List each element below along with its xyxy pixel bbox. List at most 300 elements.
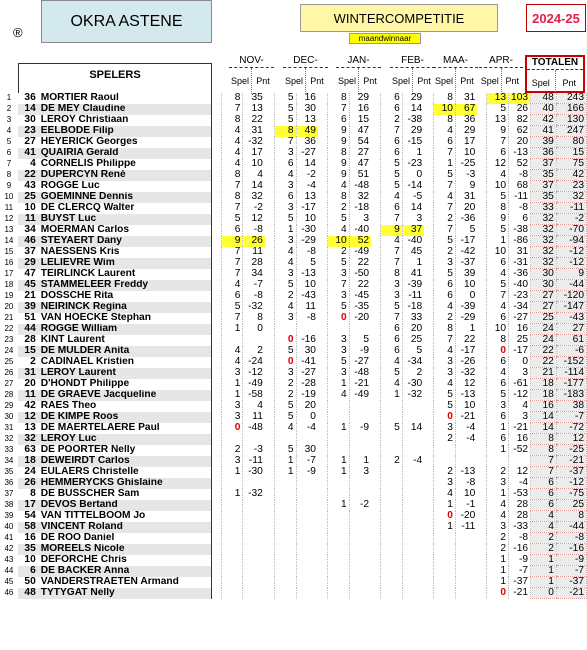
points-cell[interactable] bbox=[243, 544, 265, 555]
spacer-cell[interactable] bbox=[424, 225, 433, 236]
spacer-cell[interactable] bbox=[371, 302, 380, 313]
spacer-cell[interactable] bbox=[211, 533, 221, 544]
player-number-cell[interactable]: 24 bbox=[24, 466, 36, 478]
points-cell[interactable]: 82 bbox=[509, 115, 531, 126]
club-name-cell[interactable]: OKRA ASTENE bbox=[41, 0, 212, 43]
points-cell[interactable]: -43 bbox=[296, 291, 318, 302]
games-cell[interactable]: 8 bbox=[434, 324, 456, 335]
spacer-cell[interactable] bbox=[318, 170, 327, 181]
spacer-cell[interactable] bbox=[318, 126, 327, 137]
games-cell[interactable]: 13 bbox=[487, 93, 509, 104]
total-points-cell[interactable]: 75 bbox=[556, 159, 586, 170]
player-number-cell[interactable]: 51 bbox=[24, 312, 36, 324]
total-games-cell[interactable]: 18 bbox=[531, 390, 557, 401]
games-cell[interactable]: 2 bbox=[221, 445, 243, 456]
games-cell[interactable]: 1 bbox=[327, 379, 349, 390]
games-cell[interactable]: 3 bbox=[221, 401, 243, 412]
games-cell[interactable]: 3 bbox=[221, 368, 243, 379]
total-games-cell[interactable]: 27 bbox=[531, 302, 557, 313]
points-cell[interactable]: 10 bbox=[455, 401, 477, 412]
player-name-cell[interactable]: LEROY Laurent bbox=[38, 368, 212, 379]
spacer-cell[interactable] bbox=[371, 478, 380, 489]
total-points-cell[interactable]: 166 bbox=[556, 104, 586, 115]
spacer-cell[interactable] bbox=[477, 379, 486, 390]
total-games-cell[interactable]: 2 bbox=[531, 544, 557, 555]
spacer-cell[interactable] bbox=[477, 324, 486, 335]
points-cell[interactable]: 11 bbox=[243, 412, 265, 423]
player-name-cell[interactable]: DUPERCYN René bbox=[38, 170, 212, 181]
total-games-cell[interactable]: 36 bbox=[531, 148, 557, 159]
player-number-cell[interactable]: 10 bbox=[24, 554, 36, 566]
points-cell[interactable]: 1 bbox=[402, 148, 424, 159]
points-cell[interactable]: 14 bbox=[296, 159, 318, 170]
player-number-cell[interactable]: 28 bbox=[24, 334, 36, 346]
points-cell[interactable] bbox=[402, 445, 424, 456]
games-cell[interactable]: 7 bbox=[434, 225, 456, 236]
row-number-cell[interactable]: 39 bbox=[4, 511, 14, 521]
spacer-cell[interactable] bbox=[265, 324, 274, 335]
player-number-cell[interactable]: 22 bbox=[18, 170, 38, 181]
row-number-cell[interactable]: 8 bbox=[6, 170, 12, 180]
spacer-cell[interactable] bbox=[265, 390, 274, 401]
spacer-cell[interactable] bbox=[265, 214, 274, 225]
games-cell[interactable] bbox=[221, 478, 243, 489]
spacer-cell[interactable] bbox=[371, 412, 380, 423]
spacer-cell[interactable] bbox=[211, 456, 221, 467]
player-number-cell[interactable]: 54 bbox=[24, 510, 36, 522]
games-cell[interactable]: 8 bbox=[327, 148, 349, 159]
games-cell[interactable] bbox=[434, 577, 456, 588]
points-cell[interactable] bbox=[296, 544, 318, 555]
spacer-cell[interactable] bbox=[318, 423, 327, 434]
games-cell[interactable]: 5 bbox=[274, 401, 296, 412]
points-cell[interactable]: 3 bbox=[402, 214, 424, 225]
games-cell[interactable] bbox=[274, 522, 296, 533]
games-cell[interactable]: 5 bbox=[380, 368, 402, 379]
player-number-cell[interactable]: 46 bbox=[18, 236, 38, 247]
total-games-cell[interactable]: 41 bbox=[531, 126, 557, 137]
spacer-cell[interactable] bbox=[211, 346, 221, 357]
player-number-cell[interactable]: 43 bbox=[24, 180, 36, 192]
row-number-cell[interactable]: 40 bbox=[4, 522, 14, 532]
games-cell[interactable]: 7 bbox=[434, 148, 456, 159]
total-games-cell[interactable]: 48 bbox=[531, 93, 557, 104]
points-cell[interactable] bbox=[402, 401, 424, 412]
games-cell[interactable]: 6 bbox=[221, 225, 243, 236]
games-cell[interactable] bbox=[221, 500, 243, 511]
points-cell[interactable] bbox=[349, 445, 371, 456]
games-cell[interactable]: 2 bbox=[487, 467, 509, 478]
games-cell[interactable]: 10 bbox=[434, 104, 456, 115]
row-number-cell[interactable]: 3 bbox=[6, 115, 12, 125]
points-cell[interactable]: -49 bbox=[243, 379, 265, 390]
total-points-cell[interactable]: 243 bbox=[556, 93, 586, 104]
spacer-cell[interactable] bbox=[211, 126, 221, 137]
points-cell[interactable] bbox=[296, 478, 318, 489]
player-name-cell[interactable]: DEVOS Bertand bbox=[38, 500, 212, 511]
spacer-cell[interactable] bbox=[371, 313, 380, 324]
player-name-cell[interactable]: DE MAERTELAERE Paul bbox=[38, 423, 212, 434]
total-points-cell[interactable]: -6 bbox=[556, 346, 586, 357]
games-cell[interactable]: 1 bbox=[434, 522, 456, 533]
total-games-cell[interactable]: 6 bbox=[531, 489, 557, 500]
total-games-cell[interactable]: 6 bbox=[531, 500, 557, 511]
games-cell[interactable]: 0 bbox=[221, 423, 243, 434]
total-games-cell[interactable]: 24 bbox=[531, 324, 557, 335]
spacer-cell[interactable] bbox=[211, 291, 221, 302]
points-cell[interactable]: -50 bbox=[349, 269, 371, 280]
games-cell[interactable]: 5 bbox=[487, 225, 509, 236]
spacer-cell[interactable] bbox=[265, 302, 274, 313]
spacer-cell[interactable] bbox=[211, 93, 221, 104]
total-points-cell[interactable]: -12 bbox=[556, 478, 586, 489]
month-header-maa[interactable] bbox=[433, 55, 478, 93]
spacer-cell[interactable] bbox=[371, 115, 380, 126]
row-number-cell[interactable]: 14 bbox=[4, 236, 14, 246]
spacer-cell[interactable] bbox=[265, 533, 274, 544]
row-number-cell[interactable]: 22 bbox=[4, 324, 14, 334]
points-cell[interactable] bbox=[296, 577, 318, 588]
points-cell[interactable]: 1 bbox=[349, 456, 371, 467]
player-number-cell[interactable]: 39 bbox=[18, 302, 38, 313]
games-cell[interactable]: 7 bbox=[327, 280, 349, 291]
spacer-cell[interactable] bbox=[477, 258, 486, 269]
games-cell[interactable]: 5 bbox=[434, 236, 456, 247]
spacer-cell[interactable] bbox=[211, 148, 221, 159]
games-cell[interactable]: 4 bbox=[487, 500, 509, 511]
points-cell[interactable]: -8 bbox=[243, 225, 265, 236]
total-games-cell[interactable]: 6 bbox=[531, 478, 557, 489]
points-cell[interactable]: 27 bbox=[349, 148, 371, 159]
games-cell[interactable] bbox=[434, 566, 456, 577]
spacer-cell[interactable] bbox=[477, 236, 486, 247]
row-number-cell[interactable]: 24 bbox=[4, 346, 14, 356]
row-number-cell[interactable]: 45 bbox=[4, 577, 14, 587]
row-number-cell[interactable]: 31 bbox=[4, 423, 14, 433]
total-games-cell[interactable]: 32 bbox=[531, 214, 557, 225]
spacer-cell[interactable] bbox=[318, 379, 327, 390]
games-cell[interactable] bbox=[380, 434, 402, 445]
spacer-cell[interactable] bbox=[211, 302, 221, 313]
points-cell[interactable] bbox=[455, 445, 477, 456]
spacer-cell[interactable] bbox=[265, 467, 274, 478]
row-number-cell[interactable]: 30 bbox=[4, 412, 14, 422]
spacer-cell[interactable] bbox=[318, 324, 327, 335]
games-cell[interactable]: 5 bbox=[274, 115, 296, 126]
row-number-cell[interactable]: 21 bbox=[4, 313, 14, 323]
games-cell[interactable] bbox=[221, 511, 243, 522]
games-cell[interactable] bbox=[327, 555, 349, 566]
games-cell[interactable]: 6 bbox=[274, 159, 296, 170]
spacer-cell[interactable] bbox=[371, 401, 380, 412]
games-cell[interactable]: 1 bbox=[487, 236, 509, 247]
points-cell[interactable]: 52 bbox=[349, 236, 371, 247]
points-cell[interactable]: 36 bbox=[296, 137, 318, 148]
games-cell[interactable]: 0 bbox=[274, 335, 296, 346]
points-cell[interactable]: 5 bbox=[402, 346, 424, 357]
games-cell[interactable]: 4 bbox=[434, 489, 456, 500]
spacer-cell[interactable] bbox=[371, 159, 380, 170]
spacer-cell[interactable] bbox=[424, 181, 433, 192]
total-games-cell[interactable]: 27 bbox=[531, 291, 557, 302]
points-cell[interactable]: -8 bbox=[243, 291, 265, 302]
points-cell[interactable]: 12 bbox=[455, 379, 477, 390]
player-number-cell[interactable]: 23 bbox=[18, 126, 38, 137]
spacer-cell[interactable] bbox=[265, 291, 274, 302]
total-points-cell[interactable]: -16 bbox=[556, 544, 586, 555]
spacer-cell[interactable] bbox=[371, 214, 380, 225]
total-points-cell[interactable]: 8 bbox=[556, 511, 586, 522]
games-cell[interactable] bbox=[327, 588, 349, 599]
total-games-cell[interactable]: 4 bbox=[531, 511, 557, 522]
spacer-cell[interactable] bbox=[371, 544, 380, 555]
spacer-cell[interactable] bbox=[371, 148, 380, 159]
spacer-cell[interactable] bbox=[211, 401, 221, 412]
points-cell[interactable] bbox=[243, 511, 265, 522]
spacer-cell[interactable] bbox=[477, 445, 486, 456]
games-cell[interactable]: 2 bbox=[274, 379, 296, 390]
spacer-cell[interactable] bbox=[424, 115, 433, 126]
points-cell[interactable]: -35 bbox=[349, 302, 371, 313]
spacer-cell[interactable] bbox=[211, 379, 221, 390]
points-cell[interactable]: 25 bbox=[509, 335, 531, 346]
spacer-cell[interactable] bbox=[424, 258, 433, 269]
games-cell[interactable]: 9 bbox=[487, 214, 509, 225]
games-cell[interactable]: 1 bbox=[327, 500, 349, 511]
player-name-cell[interactable]: VANDERSTRAETEN Armand bbox=[38, 577, 212, 588]
games-cell[interactable] bbox=[434, 445, 456, 456]
points-cell[interactable]: 9 bbox=[455, 181, 477, 192]
spacer-cell[interactable] bbox=[211, 137, 221, 148]
points-cell[interactable] bbox=[349, 588, 371, 599]
spacer-cell[interactable] bbox=[318, 236, 327, 247]
spacer-cell[interactable] bbox=[477, 456, 486, 467]
points-cell[interactable]: -86 bbox=[509, 236, 531, 247]
spacer-cell[interactable] bbox=[424, 511, 433, 522]
points-cell[interactable] bbox=[349, 544, 371, 555]
games-cell[interactable]: 3 bbox=[327, 335, 349, 346]
points-cell[interactable] bbox=[243, 335, 265, 346]
points-cell[interactable] bbox=[296, 588, 318, 599]
spacer-cell[interactable] bbox=[371, 225, 380, 236]
points-cell[interactable] bbox=[402, 478, 424, 489]
games-cell[interactable]: 5 bbox=[434, 269, 456, 280]
points-cell[interactable]: -49 bbox=[349, 247, 371, 258]
spacer-cell[interactable] bbox=[318, 489, 327, 500]
games-cell[interactable]: 5 bbox=[487, 390, 509, 401]
spacer-cell[interactable] bbox=[318, 148, 327, 159]
points-cell[interactable]: 2 bbox=[243, 346, 265, 357]
player-number-cell[interactable]: 14 bbox=[18, 104, 38, 115]
points-cell[interactable]: 41 bbox=[402, 269, 424, 280]
total-games-cell[interactable]: 32 bbox=[531, 258, 557, 269]
games-cell[interactable]: 6 bbox=[487, 148, 509, 159]
spacer-cell[interactable] bbox=[211, 368, 221, 379]
games-cell[interactable]: 6 bbox=[487, 258, 509, 269]
points-cell[interactable]: -38 bbox=[402, 115, 424, 126]
points-cell[interactable]: -8 bbox=[296, 247, 318, 258]
spacer-cell[interactable] bbox=[265, 500, 274, 511]
points-cell[interactable]: 20 bbox=[509, 137, 531, 148]
row-number-cell[interactable]: 42 bbox=[4, 544, 14, 554]
games-cell[interactable]: 8 bbox=[487, 335, 509, 346]
player-name-cell[interactable]: DE POORTER Nelly bbox=[38, 445, 212, 456]
player-number-cell[interactable]: 32 bbox=[18, 434, 38, 445]
games-cell[interactable]: 9 bbox=[327, 126, 349, 137]
games-cell[interactable]: 1 bbox=[274, 467, 296, 478]
points-cell[interactable]: -40 bbox=[509, 280, 531, 291]
player-name-cell[interactable]: EULAERS Christelle bbox=[38, 467, 212, 478]
games-cell[interactable]: 8 bbox=[380, 269, 402, 280]
games-cell[interactable]: 4 bbox=[434, 346, 456, 357]
spacer-cell[interactable] bbox=[211, 104, 221, 115]
games-cell[interactable] bbox=[434, 456, 456, 467]
points-cell[interactable] bbox=[243, 434, 265, 445]
points-cell[interactable] bbox=[243, 588, 265, 599]
spacer-cell[interactable] bbox=[477, 313, 486, 324]
points-cell[interactable]: 10 bbox=[455, 148, 477, 159]
spacer-cell[interactable] bbox=[318, 577, 327, 588]
games-cell[interactable]: 8 bbox=[221, 115, 243, 126]
games-cell[interactable]: 4 bbox=[221, 148, 243, 159]
total-points-cell[interactable]: -72 bbox=[556, 423, 586, 434]
points-cell[interactable]: 17 bbox=[455, 137, 477, 148]
games-cell[interactable]: 3 bbox=[434, 368, 456, 379]
points-cell[interactable]: 32 bbox=[349, 192, 371, 203]
player-name-cell[interactable]: TYTYGAT Nelly bbox=[38, 588, 212, 599]
player-number-cell[interactable]: 13 bbox=[24, 422, 36, 434]
total-games-cell[interactable]: 37 bbox=[531, 159, 557, 170]
total-games-cell[interactable]: 1 bbox=[531, 577, 557, 588]
points-cell[interactable] bbox=[455, 533, 477, 544]
spacer-cell[interactable] bbox=[424, 412, 433, 423]
games-cell[interactable] bbox=[327, 324, 349, 335]
total-points-cell[interactable]: -44 bbox=[556, 522, 586, 533]
row-number-cell[interactable]: 35 bbox=[4, 467, 14, 477]
season-cell[interactable]: 2024-25 bbox=[526, 4, 586, 32]
player-name-cell[interactable]: LEROY Christiaan bbox=[38, 115, 212, 126]
points-cell[interactable]: -38 bbox=[509, 225, 531, 236]
spacer-cell[interactable] bbox=[424, 368, 433, 379]
points-cell[interactable]: 22 bbox=[349, 280, 371, 291]
spacer-cell[interactable] bbox=[318, 555, 327, 566]
points-cell[interactable] bbox=[296, 566, 318, 577]
points-cell[interactable] bbox=[402, 588, 424, 599]
spacer-cell[interactable] bbox=[477, 148, 486, 159]
points-cell[interactable] bbox=[243, 533, 265, 544]
spacer-cell[interactable] bbox=[424, 269, 433, 280]
spacer-cell[interactable] bbox=[265, 434, 274, 445]
spacer-cell[interactable] bbox=[265, 357, 274, 368]
spacer-cell[interactable] bbox=[424, 346, 433, 357]
month-header-nov[interactable] bbox=[229, 55, 274, 93]
points-cell[interactable]: 4 bbox=[243, 401, 265, 412]
games-cell[interactable]: 10 bbox=[487, 247, 509, 258]
points-cell[interactable]: 29 bbox=[455, 126, 477, 137]
points-cell[interactable]: -17 bbox=[455, 236, 477, 247]
spacer-cell[interactable] bbox=[477, 137, 486, 148]
player-number-cell[interactable]: 21 bbox=[24, 290, 36, 302]
points-cell[interactable]: -8 bbox=[509, 203, 531, 214]
total-points-cell[interactable]: -94 bbox=[556, 236, 586, 247]
games-cell[interactable]: 3 bbox=[274, 148, 296, 159]
points-cell[interactable]: -27 bbox=[296, 148, 318, 159]
player-number-cell[interactable]: 10 bbox=[24, 202, 36, 214]
points-cell[interactable]: -11 bbox=[509, 192, 531, 203]
spacer-cell[interactable] bbox=[371, 577, 380, 588]
points-cell[interactable]: 20 bbox=[296, 401, 318, 412]
games-cell[interactable]: 3 bbox=[274, 203, 296, 214]
points-cell[interactable]: -17 bbox=[509, 346, 531, 357]
games-cell[interactable]: 6 bbox=[380, 148, 402, 159]
spacer-cell[interactable] bbox=[477, 368, 486, 379]
total-points-cell[interactable]: -177 bbox=[556, 379, 586, 390]
games-cell[interactable] bbox=[434, 555, 456, 566]
points-cell[interactable]: -7 bbox=[243, 280, 265, 291]
player-number-cell[interactable]: 4 bbox=[30, 158, 36, 170]
games-cell[interactable]: 7 bbox=[487, 137, 509, 148]
spacer-cell[interactable] bbox=[371, 555, 380, 566]
games-cell[interactable]: 5 bbox=[274, 93, 296, 104]
games-cell[interactable] bbox=[380, 522, 402, 533]
month-header-dec[interactable] bbox=[283, 55, 328, 93]
points-cell[interactable]: -30 bbox=[243, 467, 265, 478]
total-games-cell[interactable]: 18 bbox=[531, 379, 557, 390]
total-games-cell[interactable]: 32 bbox=[531, 236, 557, 247]
games-cell[interactable]: 3 bbox=[434, 423, 456, 434]
row-number-cell[interactable]: 23 bbox=[4, 335, 14, 345]
spacer-cell[interactable] bbox=[371, 456, 380, 467]
player-number-cell[interactable]: 31 bbox=[18, 368, 38, 379]
points-cell[interactable] bbox=[243, 478, 265, 489]
points-cell[interactable]: 39 bbox=[455, 269, 477, 280]
spacer-cell[interactable] bbox=[371, 104, 380, 115]
games-cell[interactable] bbox=[221, 544, 243, 555]
games-cell[interactable] bbox=[380, 555, 402, 566]
games-cell[interactable] bbox=[274, 544, 296, 555]
total-games-cell[interactable]: 37 bbox=[531, 181, 557, 192]
spacer-cell[interactable] bbox=[211, 203, 221, 214]
points-cell[interactable]: -4 bbox=[296, 423, 318, 434]
points-cell[interactable]: -24 bbox=[243, 357, 265, 368]
player-name-cell[interactable]: LELIEVRE Wim bbox=[38, 258, 212, 269]
total-points-cell[interactable]: -11 bbox=[556, 203, 586, 214]
games-cell[interactable]: 5 bbox=[380, 423, 402, 434]
spacer-cell[interactable] bbox=[265, 181, 274, 192]
points-cell[interactable]: -27 bbox=[509, 313, 531, 324]
spacer-cell[interactable] bbox=[477, 588, 486, 599]
games-cell[interactable]: 5 bbox=[380, 159, 402, 170]
spacer-cell[interactable] bbox=[424, 313, 433, 324]
games-cell[interactable]: 7 bbox=[380, 126, 402, 137]
total-points-cell[interactable]: -37 bbox=[556, 577, 586, 588]
points-cell[interactable]: 62 bbox=[509, 126, 531, 137]
games-cell[interactable] bbox=[221, 434, 243, 445]
spacer-cell[interactable] bbox=[371, 379, 380, 390]
spacer-cell[interactable] bbox=[265, 280, 274, 291]
spacer-cell[interactable] bbox=[477, 203, 486, 214]
spacer-cell[interactable] bbox=[265, 258, 274, 269]
games-cell[interactable]: 4 bbox=[221, 346, 243, 357]
games-cell[interactable]: 8 bbox=[274, 126, 296, 137]
games-cell[interactable]: 6 bbox=[380, 203, 402, 214]
games-cell[interactable]: 3 bbox=[434, 357, 456, 368]
points-cell[interactable] bbox=[455, 577, 477, 588]
games-cell[interactable]: 6 bbox=[434, 280, 456, 291]
points-cell[interactable]: 6 bbox=[509, 214, 531, 225]
player-number-cell[interactable]: 36 bbox=[24, 93, 36, 104]
games-cell[interactable]: 9 bbox=[221, 236, 243, 247]
